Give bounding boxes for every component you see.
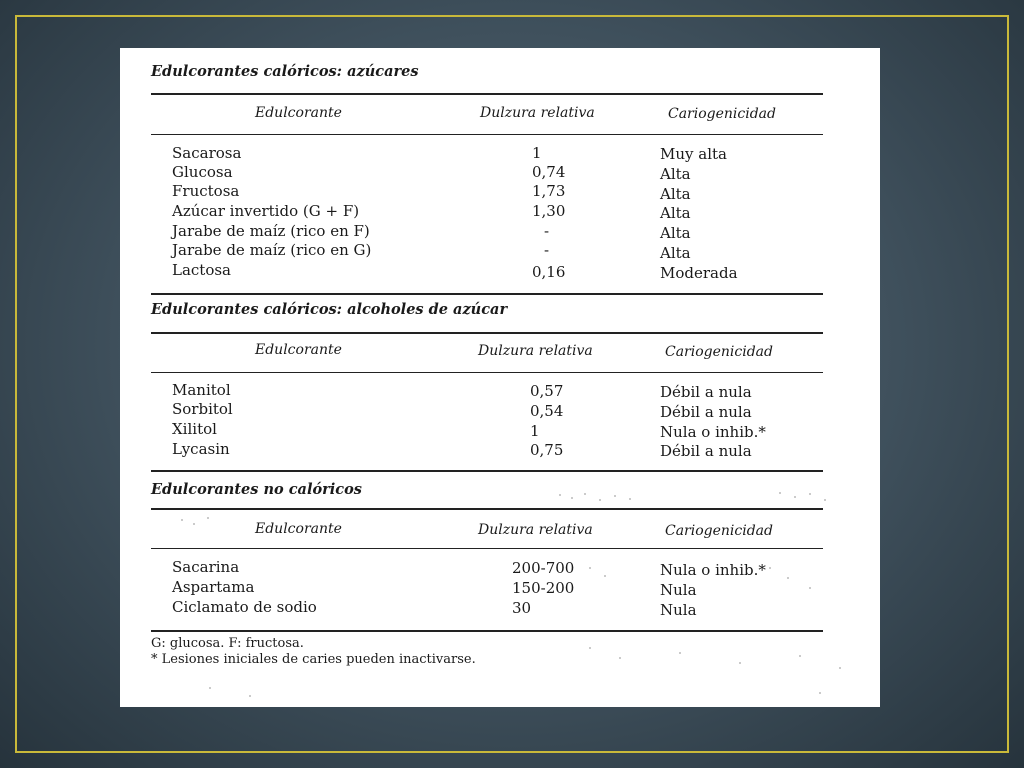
row-cariogenicity: Nula o inhib.* bbox=[660, 561, 766, 579]
header-dulzura: Dulzura relativa bbox=[478, 522, 593, 538]
rule bbox=[151, 372, 823, 373]
row-name: Ciclamato de sodio bbox=[172, 598, 317, 616]
row-cariogenicity: Muy alta bbox=[660, 145, 727, 163]
row-sweetness: - bbox=[544, 222, 550, 240]
row-sweetness: - bbox=[544, 241, 550, 259]
row-cariogenicity: Alta bbox=[660, 185, 691, 203]
footnote-asterisk: * Lesiones iniciales de caries pueden inactivarse. bbox=[151, 652, 476, 667]
rule bbox=[151, 508, 823, 510]
row-sweetness: 1,73 bbox=[532, 182, 566, 200]
header-edulcorante: Edulcorante bbox=[255, 521, 342, 537]
row-name: Azúcar invertido (G + F) bbox=[172, 202, 360, 220]
footnote-abbreviations: G: glucosa. F: fructosa. bbox=[151, 636, 304, 651]
row-cariogenicity: Alta bbox=[660, 244, 691, 262]
row-sweetness: 1 bbox=[530, 422, 540, 440]
row-name: Sacarina bbox=[172, 558, 240, 576]
row-name: Glucosa bbox=[172, 163, 233, 181]
row-sweetness: 200-700 bbox=[512, 559, 575, 577]
row-name: Jarabe de maíz (rico en G) bbox=[172, 241, 372, 259]
section-title-no-caloricos: Edulcorantes no calóricos bbox=[151, 481, 362, 498]
row-name: Sacarosa bbox=[172, 144, 242, 162]
header-cariogenicidad: Cariogenicidad bbox=[665, 523, 773, 539]
row-name: Sorbitol bbox=[172, 400, 233, 418]
row-sweetness: 150-200 bbox=[512, 579, 575, 597]
row-cariogenicity: Débil a nula bbox=[660, 403, 752, 421]
row-cariogenicity: Moderada bbox=[660, 264, 738, 282]
rule bbox=[151, 332, 823, 334]
row-cariogenicity: Alta bbox=[660, 224, 691, 242]
row-name: Manitol bbox=[172, 381, 231, 399]
row-cariogenicity: Débil a nula bbox=[660, 383, 752, 401]
row-cariogenicity: Débil a nula bbox=[660, 442, 752, 460]
rule bbox=[151, 630, 823, 632]
header-edulcorante: Edulcorante bbox=[255, 342, 342, 358]
row-cariogenicity: Alta bbox=[660, 204, 691, 222]
row-sweetness: 1,30 bbox=[532, 202, 566, 220]
row-cariogenicity: Nula bbox=[660, 601, 697, 619]
row-sweetness: 30 bbox=[512, 599, 532, 617]
scanned-table bbox=[120, 48, 880, 707]
section-title-alcoholes: Edulcorantes calóricos: alcoholes de azúcar bbox=[151, 301, 508, 318]
row-name: Lycasin bbox=[172, 440, 230, 458]
row-name: Xilitol bbox=[172, 420, 217, 438]
header-dulzura: Dulzura relativa bbox=[478, 343, 593, 359]
header-dulzura: Dulzura relativa bbox=[480, 105, 595, 121]
rule bbox=[151, 93, 823, 95]
row-sweetness: 0,57 bbox=[530, 382, 564, 400]
row-sweetness: 0,75 bbox=[530, 441, 564, 459]
row-name: Aspartama bbox=[172, 578, 255, 596]
header-cariogenicidad: Cariogenicidad bbox=[665, 344, 773, 360]
rule bbox=[151, 548, 823, 549]
rule bbox=[151, 470, 823, 472]
row-name: Fructosa bbox=[172, 182, 240, 200]
row-cariogenicity: Nula bbox=[660, 581, 697, 599]
header-cariogenicidad: Cariogenicidad bbox=[668, 106, 776, 122]
header-edulcorante: Edulcorante bbox=[255, 105, 342, 121]
rule bbox=[151, 293, 823, 295]
row-sweetness: 0,54 bbox=[530, 402, 564, 420]
row-cariogenicity: Nula o inhib.* bbox=[660, 423, 766, 441]
row-sweetness: 0,74 bbox=[532, 163, 566, 181]
row-sweetness: 1 bbox=[532, 144, 542, 162]
rule bbox=[151, 134, 823, 135]
row-name: Lactosa bbox=[172, 261, 232, 279]
row-name: Jarabe de maíz (rico en F) bbox=[172, 222, 370, 240]
section-title-azucares: Edulcorantes calóricos: azúcares bbox=[151, 63, 419, 80]
row-cariogenicity: Alta bbox=[660, 165, 691, 183]
row-sweetness: 0,16 bbox=[532, 263, 566, 281]
